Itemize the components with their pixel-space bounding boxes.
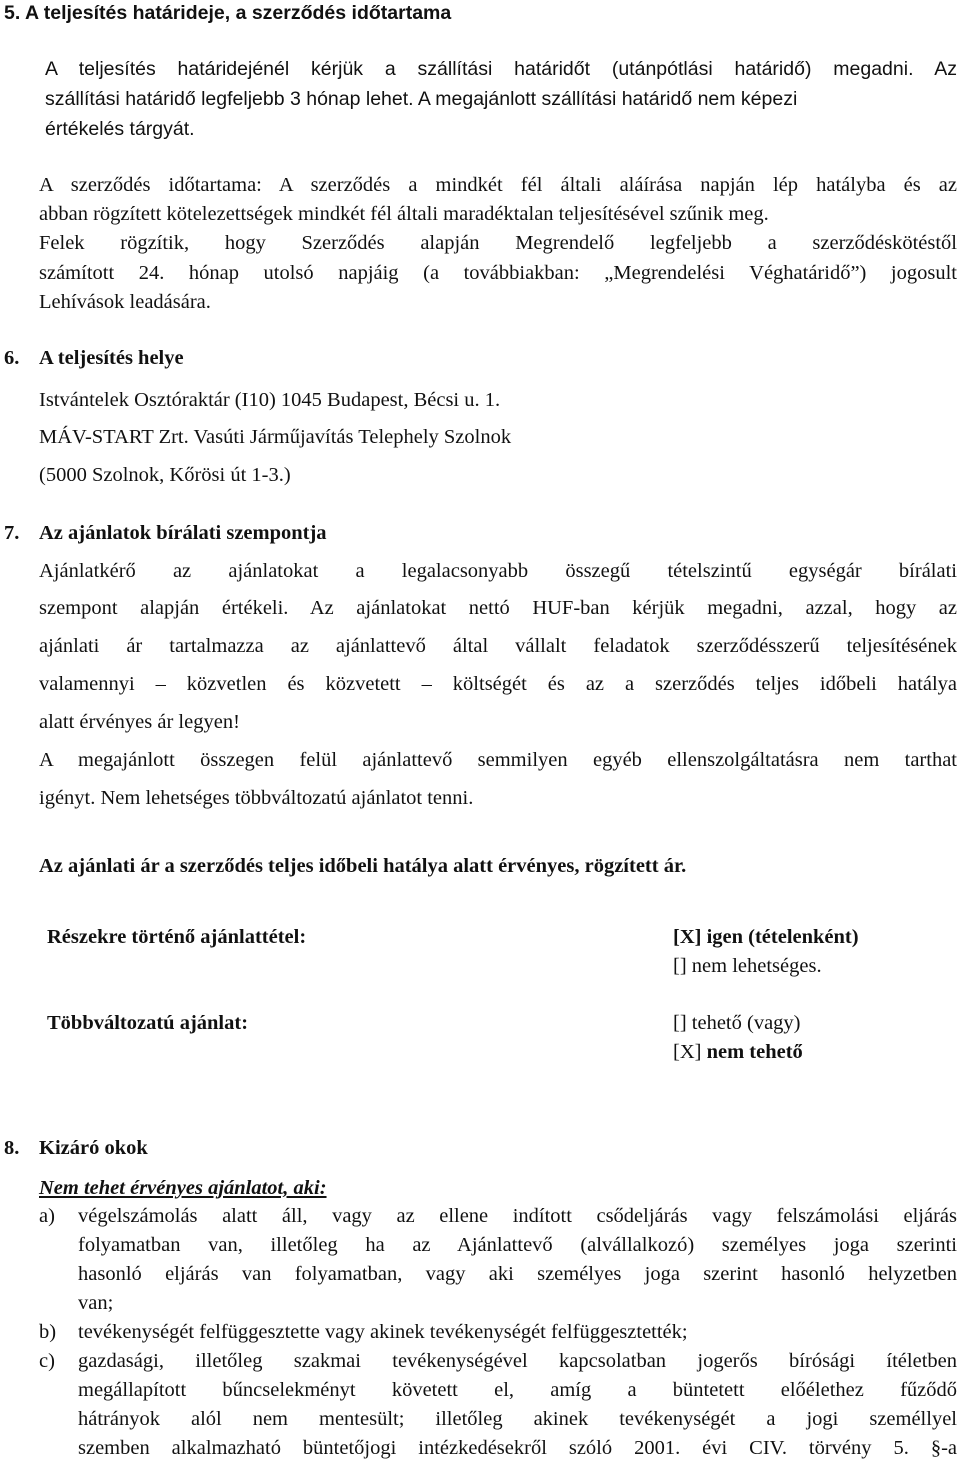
s7-p2-line-1: A megajánlott összegen felül ajánlattevő semmilyen egyéb ellenszolgáltatásra nem tarthat — [39, 749, 957, 771]
item-a-line-1: végelszámolás alatt áll, vagy az ellene indított csődeljárás vagy felszámolási eljárás — [78, 1205, 957, 1227]
s5-p1-line-2: szállítási határidő legfeljebb 3 hónap lehet. A megajánlott szállítási határidő nem képezi — [45, 88, 798, 110]
s5-p1-line-1: A teljesítés határidejénél kérjük a szállítási határidőt (utánpótlási határidő) megadni. Az — [45, 58, 957, 80]
partial-offer-option-yes: [X] igen (tételenként) — [673, 926, 859, 948]
item-c-line-3: hátrányok alól nem mentesült; illetőleg akinek tevékenységét a jogi személlyel — [78, 1408, 957, 1430]
section-7-number: 7. — [4, 522, 20, 544]
item-c-marker: c) — [39, 1350, 55, 1372]
section-6-number: 6. — [4, 347, 20, 369]
s5-p1-line-3: értékelés tárgyát. — [45, 118, 195, 140]
s8-subtitle: Nem tehet érvényes ajánlatot, aki: — [39, 1177, 327, 1199]
variant-offer-option-allowed: [] tehető (vagy) — [673, 1012, 801, 1034]
s5-p2-line-1: A szerződés időtartama: A szerződés a mindkét fél általi aláírása napján lép hatályba és az — [39, 174, 957, 196]
s7-p1-line-2: szempont alapján értékeli. Az ajánlatokat nettó HUF-ban kérjük megadni, azzal, hogy az — [39, 597, 957, 619]
variant-offer-label: Többváltozatú ajánlat: — [47, 1012, 249, 1034]
s7-p1-line-3: ajánlati ár tartalmazza az ajánlattevő által vállalt feladatok szerződésszerű teljesítésének — [39, 635, 957, 657]
section-7-title: Az ajánlatok bírálati szempontja — [39, 522, 327, 544]
s5-p2-line-3: Felek rögzítik, hogy Szerződés alapján Megrendelő legfeljebb a szerződéskötéstől — [39, 232, 957, 254]
item-b-line-1: tevékenységét felfüggesztette vagy akinek tevékenységét felfüggesztették; — [78, 1321, 688, 1343]
s7-p1-line-5: alatt érvényes ár legyen! — [39, 711, 240, 733]
variant-offer-option-not-allowed — [673, 1041, 803, 1064]
s6-location-line-1: Istvántelek Osztóraktár (I10) 1045 Budapest, Bécsi u. 1. — [39, 389, 501, 411]
variant-not-allowed-text: nem tehető — [706, 1041, 803, 1063]
item-a-line-3: hasonló eljárás van folyamatban, vagy aki személyes joga szerint hasonló helyzetben — [78, 1263, 957, 1285]
section-8-number: 8. — [4, 1137, 20, 1159]
partial-offer-label: Részekre történő ajánlattétel: — [47, 926, 307, 948]
item-c-line-4: szemben alkalmazható büntetőjogi intézkedésekről szóló 2001. évi CIV. törvény 5. §-a — [78, 1437, 957, 1459]
section-8-title: Kizáró okok — [39, 1137, 148, 1159]
item-a-marker: a) — [39, 1205, 55, 1227]
s6-location-line-3: (5000 Szolnok, Kőrösi út 1-3.) — [39, 464, 291, 486]
s7-bold-statement: Az ajánlati ár a szerződés teljes időbeli hatálya alatt érvényes, rögzített ár. — [39, 855, 687, 877]
item-b-marker: b) — [39, 1321, 57, 1343]
section-6-title: A teljesítés helye — [39, 347, 184, 369]
s7-p1-line-4: valamennyi – közvetlen és közvetett – költségét és az a szerződés teljes időbeli hatálya — [39, 673, 957, 695]
s5-p2-line-4: számított 24. hónap utolsó napjáig (a továbbiakban: „Megrendelési Véghatáridő”) jogosult — [39, 262, 957, 284]
partial-offer-option-no: [] nem lehetséges. — [673, 955, 822, 977]
s7-p1-line-1: Ajánlatkérő az ajánlatokat a legalacsonyabb összegű tételszintű egységár bírálati — [39, 560, 957, 582]
item-a-line-4: van; — [78, 1292, 114, 1314]
s7-p2-line-2: igényt. Nem lehetséges többváltozatú ajánlatot tenni. — [39, 787, 474, 809]
item-c-line-1: gazdasági, illetőleg szakmai tevékenységével kapcsolatban jogerős bírósági ítéletben — [78, 1350, 957, 1372]
s6-location-line-2: MÁV-START Zrt. Vasúti Járműjavítás Telephely Szolnok — [39, 426, 512, 448]
s5-p2-line-5: Lehívások leadására. — [39, 291, 211, 313]
item-a-line-2: folyamatban van, illetőleg ha az Ajánlattevő (alvállalkozó) személyes joga szerinti — [78, 1234, 957, 1256]
item-c-line-2: megállapított bűncselekményt követett el, amíg a büntetett előélethez fűződő — [78, 1379, 957, 1401]
s5-p2-line-2: abban rögzített kötelezettségek mindkét fél általi maradéktalan teljesítésével szűnik meg. — [39, 203, 769, 225]
section-5-heading: 5. A teljesítés határideje, a szerződés időtartama — [4, 2, 452, 24]
variant-checkbox-marker: [X] — [673, 1041, 707, 1063]
